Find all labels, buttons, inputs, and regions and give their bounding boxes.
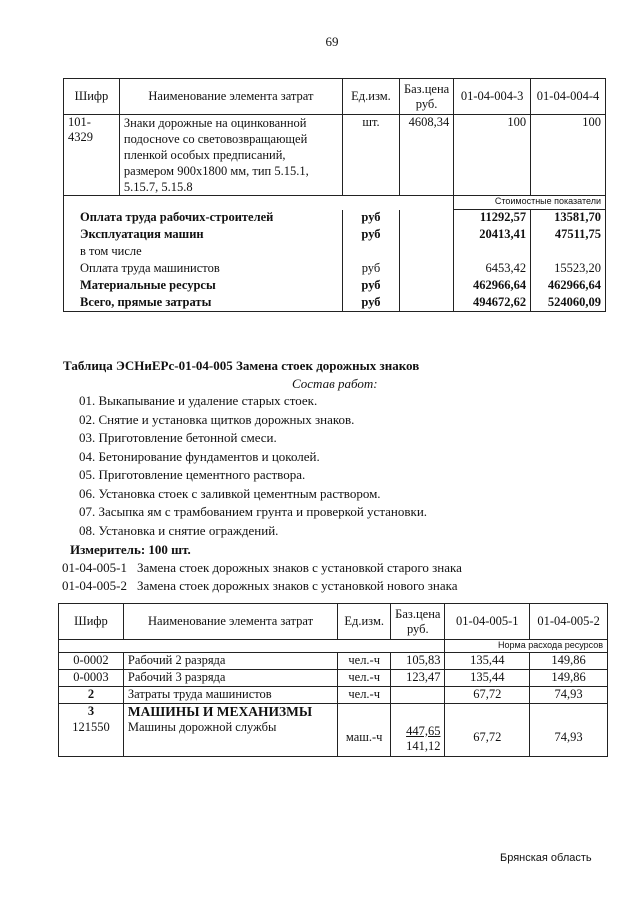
table-row-value: 135,44 <box>445 670 530 687</box>
table-row-code: 2 <box>59 687 124 704</box>
row-label: в том числе <box>64 244 343 261</box>
list-item: 04. Бетонирование фундаментов и цоколей. <box>79 448 320 464</box>
machine-name: Машины дорожной службы <box>123 720 337 756</box>
resource-table-2 <box>58 603 608 757</box>
row-value: 462966,64 <box>531 278 606 295</box>
table-row-code: 0-0003 <box>59 670 124 687</box>
row-value: 11292,57 <box>454 210 531 227</box>
table-row-value: 135,44 <box>445 653 530 670</box>
table-row-name: Затраты труда машинистов <box>123 687 337 704</box>
item-name: Знаки дорожные на оцинкованной подосноve со световозвращающей пленкой особых предписаний, размером 900x1800 мм, тип 5.15.1, 5.15.7, 5.15.8 <box>119 115 342 196</box>
item-price: 4608,34 <box>399 115 453 196</box>
meter: Измеритель: 100 шт. <box>70 542 191 557</box>
works-list <box>79 393 427 541</box>
table-row-unit: чел.-ч <box>338 687 391 704</box>
row-label: Оплата труда машинистов <box>64 261 343 278</box>
item-value-1: 100 <box>454 115 531 196</box>
list-item: 05. Приготовление цементного раствора. <box>79 467 306 482</box>
table-row-value: 67,72 <box>445 687 530 704</box>
section-title: Таблица ЭСНиЕРс-01-04-005 Замена стоек дорожных знаков <box>63 358 420 373</box>
row-value: 13581,70 <box>531 210 606 227</box>
table-row-price: 105,83 <box>391 653 445 670</box>
row-unit: руб <box>343 295 400 312</box>
item-unit: шт. <box>343 115 400 196</box>
table-row-value: 149,86 <box>530 653 608 670</box>
machine-code: 121550 <box>59 720 124 756</box>
row-value: 15523,20 <box>531 261 606 278</box>
header-price: Баз.цена руб. <box>399 79 453 115</box>
table-row-unit: чел.-ч <box>338 670 391 687</box>
row-label: Оплата труда рабочих-строителей <box>64 210 343 227</box>
row-value: 494672,62 <box>454 295 531 312</box>
row-label: Эксплуатация машин <box>64 227 343 244</box>
list-item: 06. Установка стоек с заливкой цементным раствором. <box>79 485 381 501</box>
table-row-name: Рабочий 3 разряда <box>123 670 337 687</box>
row-value: 6453,42 <box>454 261 531 278</box>
cost-subheader: Стоимостные показатели <box>454 196 606 210</box>
variant-code: 01-04-005-1 <box>62 560 127 575</box>
row-label: Материальные ресурсы <box>64 278 343 295</box>
machine-price: 447,65 <box>406 723 441 738</box>
footer-region: Брянская область <box>500 852 592 864</box>
row-label: Всего, прямые затраты <box>64 295 343 312</box>
list-item: 01. Выкапывание и удаление старых стоек. <box>79 393 318 408</box>
table-row-unit: чел.-ч <box>338 653 391 670</box>
header-col-2: 01-04-004-4 <box>531 79 606 115</box>
row-value: 462966,64 <box>454 278 531 295</box>
header-price: Баз.цена руб. <box>391 604 445 640</box>
machine-price-2: 141,12 <box>406 738 441 753</box>
row-unit: руб <box>343 261 400 278</box>
table-row-name: Рабочий 2 разряда <box>123 653 337 670</box>
table-row-price: 123,47 <box>391 670 445 687</box>
header-code: Шифр <box>59 604 124 640</box>
list-item: 02. Снятие и установка щитков дорожных знаков. <box>79 411 355 427</box>
norm-subheader: Норма расхода ресурсов <box>445 640 608 653</box>
list-item: 07. Засыпка ям с трамбованием грунта и проверкой установки. <box>79 504 428 519</box>
header-col-1: 01-04-004-3 <box>454 79 531 115</box>
row-value: 524060,09 <box>531 295 606 312</box>
row-unit: руб <box>343 227 400 244</box>
row-unit: руб <box>343 210 400 227</box>
page-number: 69 <box>325 34 339 49</box>
list-item: 03. Приготовление бетонной смеси. <box>79 430 277 445</box>
variant-text: Замена стоек дорожных знаков с установкой старого знака <box>137 560 462 575</box>
header-col-1: 01-04-005-1 <box>445 604 530 640</box>
header-col-2: 01-04-005-2 <box>530 604 608 640</box>
header-name: Наименование элемента затрат <box>123 604 337 640</box>
variant-code: 01-04-005-2 <box>62 578 127 593</box>
header-unit: Ед.изм. <box>343 79 400 115</box>
table-row-value: 149,86 <box>530 670 608 687</box>
header-unit: Ед.изм. <box>338 604 391 640</box>
machine-value: 74,93 <box>530 720 608 756</box>
table-row-value: 74,93 <box>530 687 608 704</box>
header-code: Шифр <box>64 79 120 115</box>
item-code: 101-4329 <box>64 115 120 196</box>
machine-unit: маш.-ч <box>338 720 391 756</box>
machine-value: 67,72 <box>445 720 530 756</box>
variant-text: Замена стоек дорожных знаков с установкой нового знака <box>137 578 458 593</box>
group-name: МАШИНЫ И МЕХАНИЗМЫ <box>123 704 337 721</box>
table-row-price <box>391 687 445 704</box>
group-code: 3 <box>59 704 124 721</box>
row-value: 20413,41 <box>454 227 531 244</box>
list-item: 08. Установка и снятие ограждений. <box>79 522 279 538</box>
header-name: Наименование элемента затрат <box>119 79 342 115</box>
cost-table-1 <box>63 78 606 312</box>
row-value: 47511,75 <box>531 227 606 244</box>
item-value-2: 100 <box>531 115 606 196</box>
works-title: Состав работ: <box>292 376 378 391</box>
table-row-code: 0-0002 <box>59 653 124 670</box>
row-unit: руб <box>343 278 400 295</box>
